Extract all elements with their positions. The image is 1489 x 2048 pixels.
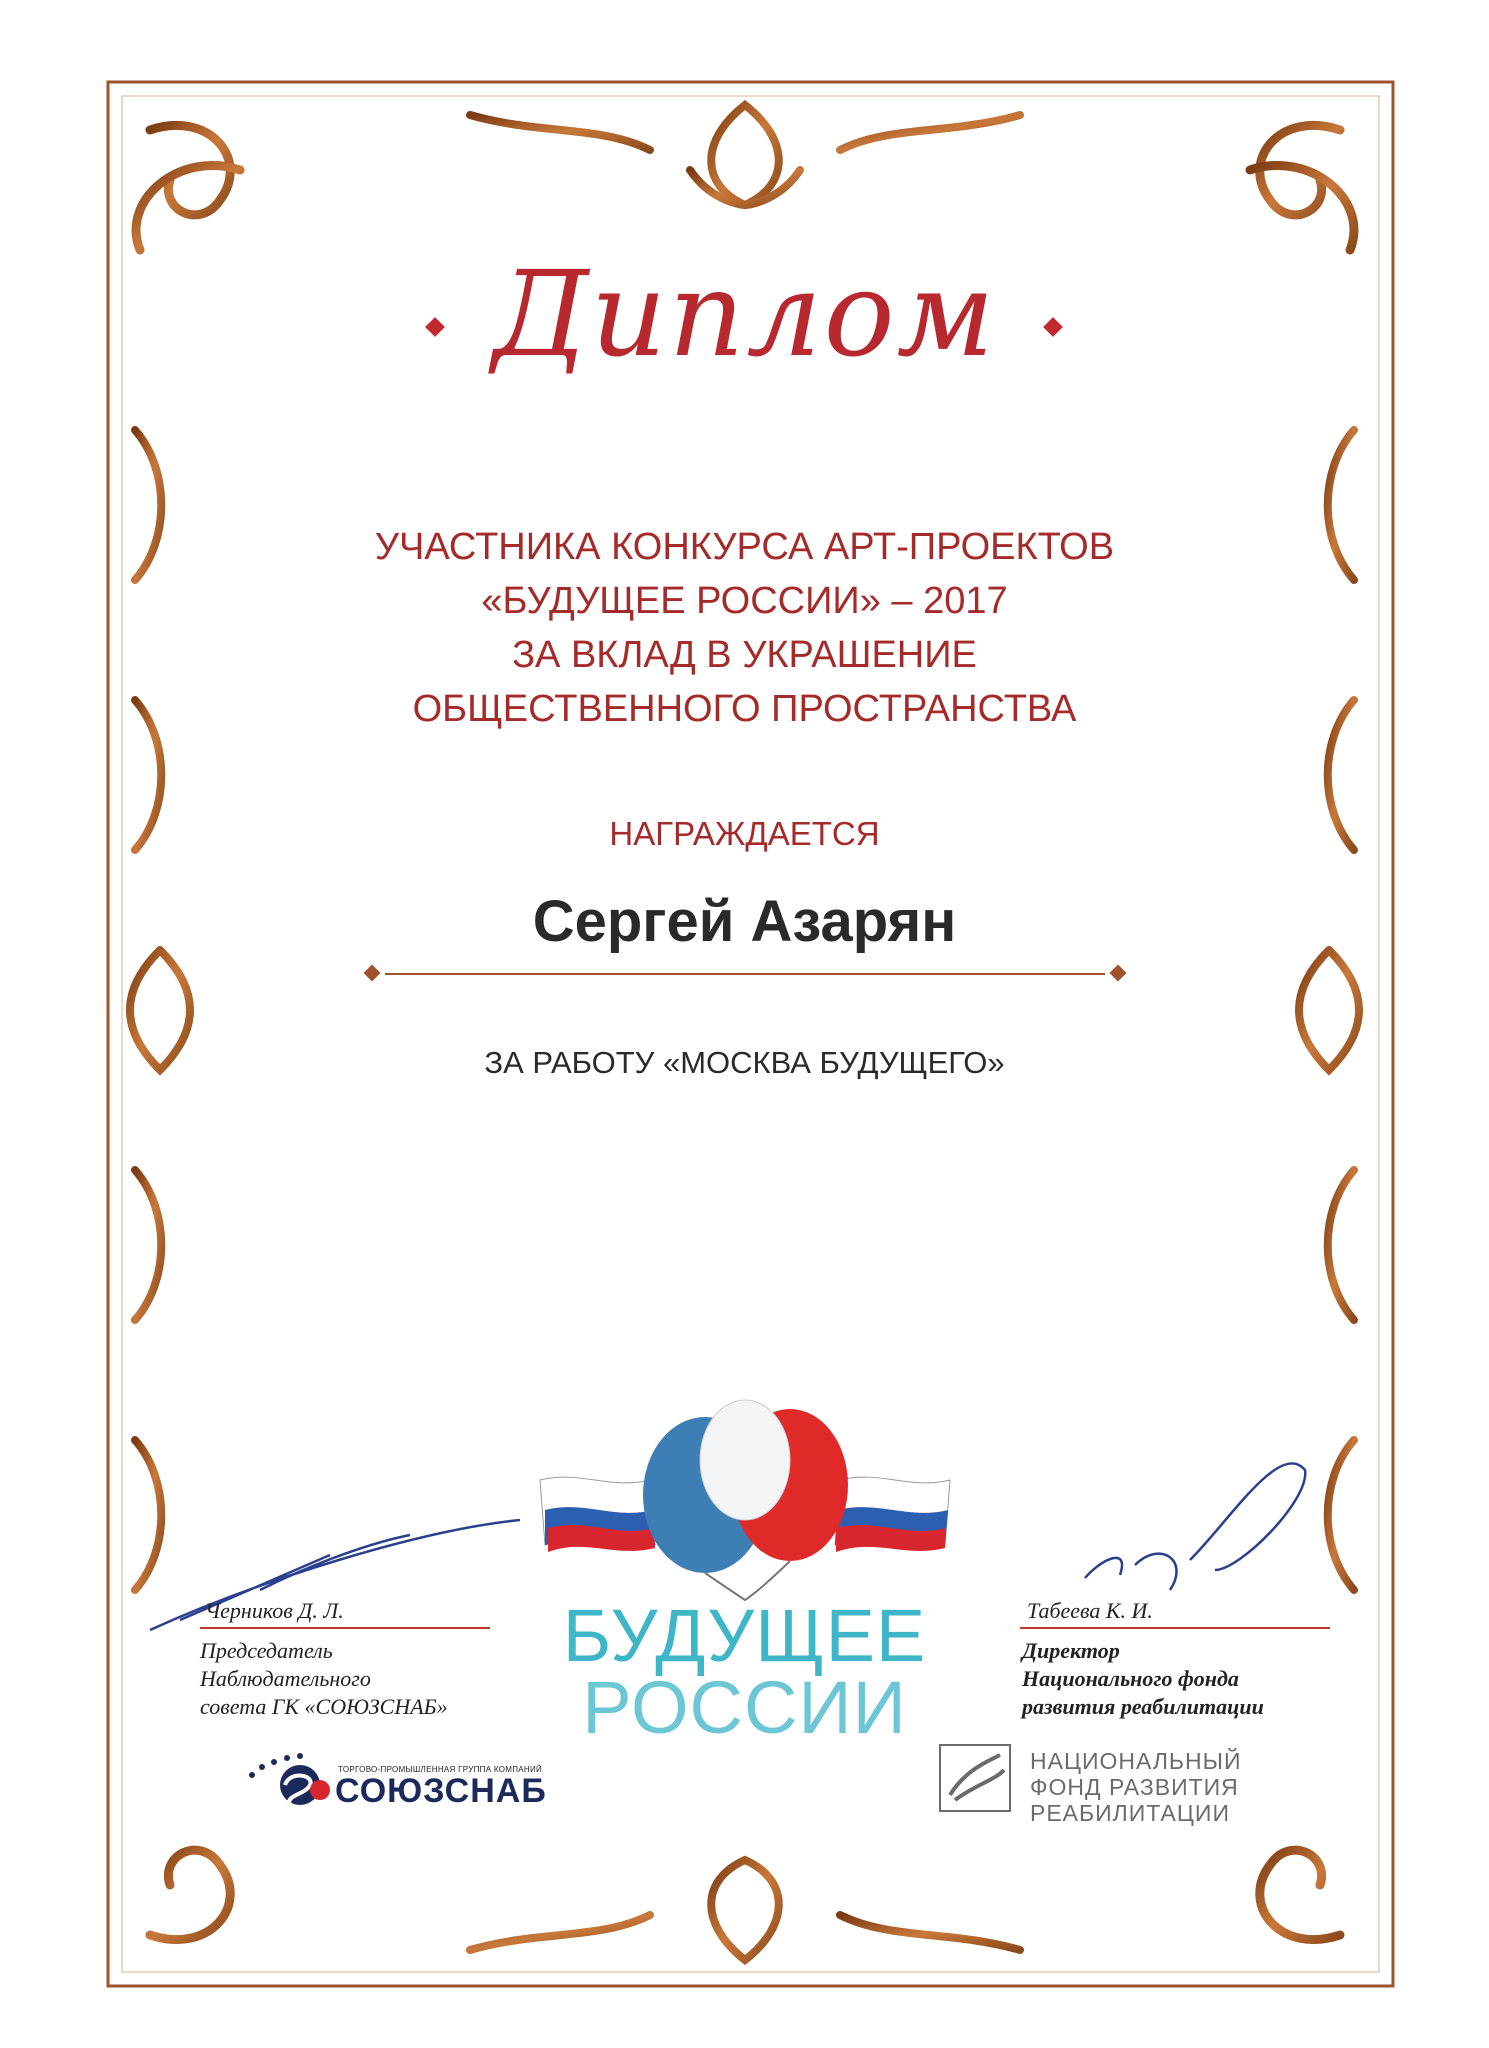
fund-line: РЕАБИЛИТАЦИИ bbox=[1030, 1800, 1230, 1826]
work-title: ЗА РАБОТУ «МОСКВА БУДУЩЕГО» bbox=[484, 1045, 1005, 1080]
role-line: развития реабилитации bbox=[1022, 1694, 1264, 1719]
soyuzsnab-wordmark: СОЮЗСНАБ bbox=[335, 1772, 547, 1810]
flag-balloons-graphic bbox=[540, 1400, 950, 1600]
soyuzsnab-tagline: ТОРГОВО-ПРОМЫШЛЕННАЯ ГРУППА КОМПАНИЙ bbox=[338, 1765, 543, 1774]
role-line: Директор bbox=[1022, 1638, 1120, 1663]
logo-text-line-1: БУДУЩЕЕ bbox=[562, 1594, 927, 1677]
diploma-title: Диплом bbox=[492, 245, 997, 383]
fund-emblem bbox=[940, 1745, 1010, 1811]
left-signatory-name: Черников Д. Л. bbox=[205, 1598, 344, 1623]
subtitle-line: УЧАСТНИКА КОНКУРСА АРТ-ПРОЕКТОВ bbox=[374, 526, 1115, 568]
recipient-name: Сергей Азарян bbox=[532, 889, 957, 954]
role-line: Национального фонда bbox=[1022, 1666, 1239, 1691]
awarded-label: НАГРАЖДАЕТСЯ bbox=[609, 815, 880, 852]
subtitle-line: ЗА ВКЛАД В УКРАШЕНИЕ bbox=[512, 634, 977, 676]
role-line: Председатель bbox=[200, 1638, 333, 1663]
fund-line: НАЦИОНАЛЬНЫЙ bbox=[1030, 1748, 1242, 1774]
role-line: совета ГК «СОЮЗСНАБ» bbox=[200, 1694, 448, 1719]
diploma-subtitle bbox=[0, 520, 1489, 736]
fund-wordmark bbox=[1030, 1748, 1242, 1826]
right-signatory-name: Табеева К. И. bbox=[1027, 1598, 1153, 1623]
right-signature-scribble bbox=[1085, 1463, 1305, 1590]
logo-text-line-2: РОССИИ bbox=[582, 1666, 907, 1749]
name-underline bbox=[385, 973, 1105, 975]
role-line: Наблюдательного bbox=[200, 1666, 371, 1691]
fund-line: ФОНД РАЗВИТИЯ bbox=[1030, 1774, 1239, 1800]
soyuzsnab-emblem bbox=[249, 1753, 330, 1805]
subtitle-line: ОБЩЕСТВЕННОГО ПРОСТРАНСТВА bbox=[412, 688, 1077, 730]
subtitle-line: «БУДУЩЕЕ РОССИИ» – 2017 bbox=[481, 580, 1008, 622]
